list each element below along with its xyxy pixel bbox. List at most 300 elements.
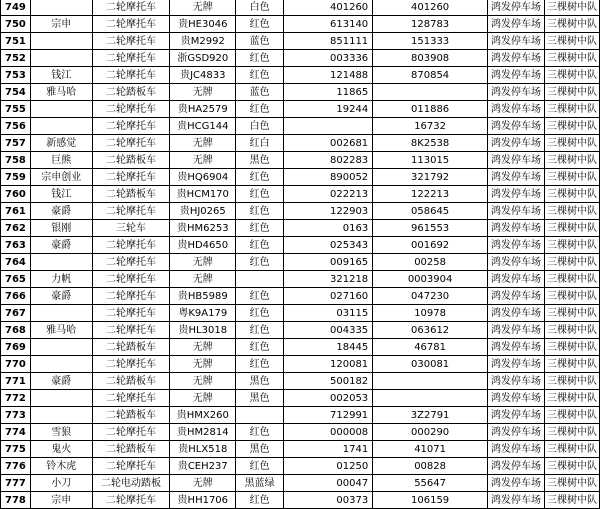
row-number-cell: 756 <box>1 118 31 135</box>
table-row <box>1 305 600 322</box>
frame-number-cell: 321792 <box>373 169 488 186</box>
parking-lot-cell: 鸿发停车场 <box>488 305 545 322</box>
color-cell: 红色 <box>236 458 284 475</box>
vehicle-type-cell: 二轮摩托车 <box>92 424 170 441</box>
plate-cell: 无牌 <box>170 339 236 356</box>
row-number-cell: 762 <box>1 220 31 237</box>
plate-cell: 贵HE3046 <box>170 16 236 33</box>
engine-number-cell: 802283 <box>283 152 372 169</box>
squad-cell: 三棵树中队 <box>544 16 599 33</box>
brand-cell: 豪爵 <box>30 237 92 254</box>
engine-number-cell: 03115 <box>283 305 372 322</box>
color-cell: 红色 <box>236 220 284 237</box>
table-body <box>1 0 600 509</box>
brand-cell <box>30 33 92 50</box>
color-cell: 黑蓝绿 <box>236 475 284 492</box>
row-number-cell: 750 <box>1 16 31 33</box>
table-row <box>1 33 600 50</box>
plate-cell: 无牌 <box>170 254 236 271</box>
squad-cell: 三棵树中队 <box>544 305 599 322</box>
brand-cell <box>30 254 92 271</box>
brand-cell <box>30 118 92 135</box>
parking-lot-cell: 鸿发停车场 <box>488 441 545 458</box>
table-row <box>1 407 600 424</box>
squad-cell: 三棵树中队 <box>544 441 599 458</box>
squad-cell: 三棵树中队 <box>544 407 599 424</box>
parking-lot-cell: 鸿发停车场 <box>488 458 545 475</box>
plate-cell: 贵CEH237 <box>170 458 236 475</box>
plate-cell: 贵M2992 <box>170 33 236 50</box>
parking-lot-cell: 鸿发停车场 <box>488 339 545 356</box>
color-cell: 白色 <box>236 0 284 16</box>
parking-lot-cell: 鸿发停车场 <box>488 475 545 492</box>
table-row <box>1 390 600 407</box>
color-cell <box>236 407 284 424</box>
table-row <box>1 169 600 186</box>
engine-number-cell: 025343 <box>283 237 372 254</box>
vehicle-type-cell: 二轮摩托车 <box>92 203 170 220</box>
vehicle-type-cell: 二轮摩托车 <box>92 322 170 339</box>
frame-number-cell: 10978 <box>373 305 488 322</box>
color-cell: 黑色 <box>236 390 284 407</box>
frame-number-cell <box>373 84 488 101</box>
parking-lot-cell: 鸿发停车场 <box>488 118 545 135</box>
brand-cell: 新感觉 <box>30 135 92 152</box>
brand-cell: 力帆 <box>30 271 92 288</box>
frame-number-cell: 870854 <box>373 67 488 84</box>
parking-lot-cell: 鸿发停车场 <box>488 152 545 169</box>
squad-cell: 三棵树中队 <box>544 322 599 339</box>
parking-lot-cell: 鸿发停车场 <box>488 16 545 33</box>
frame-number-cell: 00258 <box>373 254 488 271</box>
color-cell: 红色 <box>236 101 284 118</box>
engine-number-cell: 120081 <box>283 356 372 373</box>
row-number-cell: 751 <box>1 33 31 50</box>
color-cell: 黑色 <box>236 152 284 169</box>
brand-cell: 雅马哈 <box>30 84 92 101</box>
frame-number-cell <box>373 373 488 390</box>
brand-cell: 宗申 <box>30 492 92 509</box>
row-number-cell: 757 <box>1 135 31 152</box>
table-row <box>1 356 600 373</box>
vehicle-type-cell: 二轮摩托车 <box>92 50 170 67</box>
table-row <box>1 288 600 305</box>
plate-cell: 无牌 <box>170 373 236 390</box>
vehicle-type-cell: 二轮踏板车 <box>92 84 170 101</box>
vehicle-type-cell: 二轮电动踏板 <box>92 475 170 492</box>
squad-cell: 三棵树中队 <box>544 50 599 67</box>
engine-number-cell: 022213 <box>283 186 372 203</box>
squad-cell: 三棵树中队 <box>544 169 599 186</box>
parking-lot-cell: 鸿发停车场 <box>488 492 545 509</box>
plate-cell: 贵HMX260 <box>170 407 236 424</box>
engine-number-cell: 0163 <box>283 220 372 237</box>
color-cell: 黑色 <box>236 441 284 458</box>
brand-cell <box>30 0 92 16</box>
row-number-cell: 777 <box>1 475 31 492</box>
brand-cell: 雅马哈 <box>30 322 92 339</box>
color-cell: 红色 <box>236 67 284 84</box>
plate-cell: 贵JC4833 <box>170 67 236 84</box>
engine-number-cell: 18445 <box>283 339 372 356</box>
vehicle-type-cell: 二轮踏板车 <box>92 407 170 424</box>
table-row <box>1 84 600 101</box>
brand-cell: 银刚 <box>30 220 92 237</box>
engine-number-cell: 002053 <box>283 390 372 407</box>
table-row <box>1 441 600 458</box>
color-cell: 红色 <box>236 203 284 220</box>
plate-cell: 无牌 <box>170 271 236 288</box>
engine-number-cell: 1741 <box>283 441 372 458</box>
engine-number-cell: 851111 <box>283 33 372 50</box>
squad-cell: 三棵树中队 <box>544 101 599 118</box>
engine-number-cell: 121488 <box>283 67 372 84</box>
engine-number-cell: 19244 <box>283 101 372 118</box>
parking-lot-cell: 鸿发停车场 <box>488 424 545 441</box>
frame-number-cell: 113015 <box>373 152 488 169</box>
table-row <box>1 118 600 135</box>
brand-cell <box>30 50 92 67</box>
brand-cell <box>30 101 92 118</box>
parking-lot-cell: 鸿发停车场 <box>488 50 545 67</box>
vehicle-type-cell: 二轮踏板车 <box>92 186 170 203</box>
plate-cell: 贵HL3018 <box>170 322 236 339</box>
vehicle-type-cell: 二轮摩托车 <box>92 67 170 84</box>
squad-cell: 三棵树中队 <box>544 186 599 203</box>
engine-number-cell: 027160 <box>283 288 372 305</box>
squad-cell: 三棵树中队 <box>544 237 599 254</box>
plate-cell: 贵HB5989 <box>170 288 236 305</box>
parking-lot-cell: 鸿发停车场 <box>488 186 545 203</box>
color-cell: 黑色 <box>236 373 284 390</box>
table-row <box>1 203 600 220</box>
color-cell: 红色 <box>236 356 284 373</box>
parking-lot-cell: 鸿发停车场 <box>488 407 545 424</box>
frame-number-cell: 803908 <box>373 50 488 67</box>
engine-number-cell: 003336 <box>283 50 372 67</box>
squad-cell: 三棵树中队 <box>544 492 599 509</box>
engine-number-cell: 613140 <box>283 16 372 33</box>
vehicle-type-cell: 二轮摩托车 <box>92 0 170 16</box>
color-cell: 蓝色 <box>236 84 284 101</box>
engine-number-cell <box>283 118 372 135</box>
table-row <box>1 475 600 492</box>
table-row <box>1 220 600 237</box>
table-row <box>1 492 600 509</box>
row-number-cell: 773 <box>1 407 31 424</box>
squad-cell: 三棵树中队 <box>544 424 599 441</box>
row-number-cell: 765 <box>1 271 31 288</box>
row-number-cell: 755 <box>1 101 31 118</box>
color-cell <box>236 271 284 288</box>
brand-cell <box>30 305 92 322</box>
squad-cell: 三棵树中队 <box>544 220 599 237</box>
row-number-cell: 778 <box>1 492 31 509</box>
vehicle-type-cell: 二轮摩托车 <box>92 16 170 33</box>
row-number-cell: 759 <box>1 169 31 186</box>
brand-cell: 豪爵 <box>30 288 92 305</box>
squad-cell: 三棵树中队 <box>544 67 599 84</box>
frame-number-cell: 16732 <box>373 118 488 135</box>
color-cell: 红色 <box>236 237 284 254</box>
brand-cell: 钱江 <box>30 186 92 203</box>
frame-number-cell: 3Z2791 <box>373 407 488 424</box>
frame-number-cell: 058645 <box>373 203 488 220</box>
table-row <box>1 0 600 16</box>
table-row <box>1 135 600 152</box>
frame-number-cell: 961553 <box>373 220 488 237</box>
squad-cell: 三棵树中队 <box>544 118 599 135</box>
brand-cell <box>30 390 92 407</box>
plate-cell: 贵HM2814 <box>170 424 236 441</box>
vehicle-type-cell: 二轮摩托车 <box>92 458 170 475</box>
frame-number-cell: 001692 <box>373 237 488 254</box>
vehicle-type-cell: 二轮摩托车 <box>92 288 170 305</box>
color-cell: 红色 <box>236 424 284 441</box>
row-number-cell: 766 <box>1 288 31 305</box>
color-cell: 红色 <box>236 339 284 356</box>
vehicle-type-cell: 二轮摩托车 <box>92 118 170 135</box>
row-number-cell: 752 <box>1 50 31 67</box>
table-row <box>1 254 600 271</box>
plate-cell: 贵HJ0265 <box>170 203 236 220</box>
plate-cell: 无牌 <box>170 475 236 492</box>
brand-cell: 鬼火 <box>30 441 92 458</box>
frame-number-cell: 00828 <box>373 458 488 475</box>
frame-number-cell: 106159 <box>373 492 488 509</box>
squad-cell: 三棵树中队 <box>544 254 599 271</box>
squad-cell: 三棵树中队 <box>544 152 599 169</box>
frame-number-cell: 063612 <box>373 322 488 339</box>
plate-cell: 无牌 <box>170 0 236 16</box>
plate-cell: 浙GSD920 <box>170 50 236 67</box>
plate-cell: 贵HM6253 <box>170 220 236 237</box>
table-row <box>1 339 600 356</box>
parking-lot-cell: 鸿发停车场 <box>488 390 545 407</box>
parking-lot-cell: 鸿发停车场 <box>488 169 545 186</box>
color-cell: 红色 <box>236 254 284 271</box>
parking-lot-cell: 鸿发停车场 <box>488 322 545 339</box>
brand-cell <box>30 356 92 373</box>
brand-cell: 豪爵 <box>30 203 92 220</box>
color-cell: 红色 <box>236 492 284 509</box>
table-row <box>1 101 600 118</box>
table-row <box>1 152 600 169</box>
parking-lot-cell: 鸿发停车场 <box>488 288 545 305</box>
vehicle-type-cell: 二轮摩托车 <box>92 271 170 288</box>
parking-lot-cell: 鸿发停车场 <box>488 271 545 288</box>
squad-cell: 三棵树中队 <box>544 135 599 152</box>
engine-number-cell: 321218 <box>283 271 372 288</box>
parking-lot-cell: 鸿发停车场 <box>488 356 545 373</box>
color-cell: 红色 <box>236 186 284 203</box>
squad-cell: 三棵树中队 <box>544 271 599 288</box>
plate-cell: 粤K9A179 <box>170 305 236 322</box>
squad-cell: 三棵树中队 <box>544 458 599 475</box>
table-row <box>1 458 600 475</box>
engine-number-cell: 712991 <box>283 407 372 424</box>
vehicle-type-cell: 二轮踏板车 <box>92 441 170 458</box>
squad-cell: 三棵树中队 <box>544 0 599 16</box>
color-cell: 白色 <box>236 118 284 135</box>
squad-cell: 三棵树中队 <box>544 390 599 407</box>
plate-cell: 无牌 <box>170 152 236 169</box>
squad-cell: 三棵树中队 <box>544 373 599 390</box>
color-cell: 红色 <box>236 322 284 339</box>
vehicle-type-cell: 二轮踏板车 <box>92 152 170 169</box>
row-number-cell: 749 <box>1 0 31 16</box>
frame-number-cell: 122213 <box>373 186 488 203</box>
frame-number-cell <box>373 390 488 407</box>
row-number-cell: 774 <box>1 424 31 441</box>
table-row <box>1 424 600 441</box>
table-row <box>1 271 600 288</box>
parking-lot-cell: 鸿发停车场 <box>488 135 545 152</box>
squad-cell: 三棵树中队 <box>544 203 599 220</box>
vehicle-type-cell: 二轮摩托车 <box>92 135 170 152</box>
vehicle-type-cell: 二轮摩托车 <box>92 356 170 373</box>
parking-lot-cell: 鸿发停车场 <box>488 67 545 84</box>
parking-lot-cell: 鸿发停车场 <box>488 373 545 390</box>
brand-cell: 铃木虎 <box>30 458 92 475</box>
plate-cell: 贵HH1706 <box>170 492 236 509</box>
frame-number-cell: 0003904 <box>373 271 488 288</box>
row-number-cell: 772 <box>1 390 31 407</box>
row-number-cell: 767 <box>1 305 31 322</box>
brand-cell: 小刀 <box>30 475 92 492</box>
engine-number-cell: 000008 <box>283 424 372 441</box>
frame-number-cell: 047230 <box>373 288 488 305</box>
engine-number-cell: 01250 <box>283 458 372 475</box>
frame-number-cell: 55647 <box>373 475 488 492</box>
vehicle-type-cell: 二轮摩托车 <box>92 169 170 186</box>
vehicle-type-cell: 二轮摩托车 <box>92 254 170 271</box>
color-cell: 红色 <box>236 16 284 33</box>
row-number-cell: 760 <box>1 186 31 203</box>
parking-lot-cell: 鸿发停车场 <box>488 33 545 50</box>
row-number-cell: 753 <box>1 67 31 84</box>
vehicle-type-cell: 二轮踏板车 <box>92 339 170 356</box>
row-number-cell: 769 <box>1 339 31 356</box>
row-number-cell: 771 <box>1 373 31 390</box>
vehicle-type-cell: 二轮摩托车 <box>92 305 170 322</box>
engine-number-cell: 009165 <box>283 254 372 271</box>
frame-number-cell: 030081 <box>373 356 488 373</box>
table-row <box>1 67 600 84</box>
color-cell: 红色 <box>236 288 284 305</box>
table-row <box>1 322 600 339</box>
frame-number-cell: 000290 <box>373 424 488 441</box>
vehicle-type-cell: 二轮摩托车 <box>92 237 170 254</box>
engine-number-cell: 00047 <box>283 475 372 492</box>
table-row <box>1 50 600 67</box>
engine-number-cell: 401260 <box>283 0 372 16</box>
frame-number-cell: 011886 <box>373 101 488 118</box>
row-number-cell: 776 <box>1 458 31 475</box>
engine-number-cell: 890052 <box>283 169 372 186</box>
plate-cell: 无牌 <box>170 84 236 101</box>
engine-number-cell: 11865 <box>283 84 372 101</box>
plate-cell: 贵HQ6904 <box>170 169 236 186</box>
color-cell: 红色 <box>236 169 284 186</box>
plate-cell: 贵HD4650 <box>170 237 236 254</box>
table-row <box>1 373 600 390</box>
squad-cell: 三棵树中队 <box>544 356 599 373</box>
frame-number-cell: 128783 <box>373 16 488 33</box>
brand-cell <box>30 339 92 356</box>
brand-cell: 雪狼 <box>30 424 92 441</box>
parking-lot-cell: 鸿发停车场 <box>488 254 545 271</box>
frame-number-cell: 41071 <box>373 441 488 458</box>
vehicle-type-cell: 三轮车 <box>92 220 170 237</box>
vehicle-type-cell: 二轮摩托车 <box>92 390 170 407</box>
brand-cell <box>30 407 92 424</box>
vehicle-type-cell: 二轮踏板车 <box>92 373 170 390</box>
frame-number-cell: 401260 <box>373 0 488 16</box>
engine-number-cell: 00373 <box>283 492 372 509</box>
color-cell: 蓝色 <box>236 33 284 50</box>
plate-cell: 贵HCG144 <box>170 118 236 135</box>
engine-number-cell: 500182 <box>283 373 372 390</box>
squad-cell: 三棵树中队 <box>544 33 599 50</box>
color-cell: 红白 <box>236 135 284 152</box>
table-row <box>1 16 600 33</box>
row-number-cell: 763 <box>1 237 31 254</box>
vehicle-type-cell: 二轮摩托车 <box>92 33 170 50</box>
parking-lot-cell: 鸿发停车场 <box>488 237 545 254</box>
row-number-cell: 770 <box>1 356 31 373</box>
engine-number-cell: 004335 <box>283 322 372 339</box>
squad-cell: 三棵树中队 <box>544 288 599 305</box>
row-number-cell: 775 <box>1 441 31 458</box>
brand-cell: 巨熊 <box>30 152 92 169</box>
squad-cell: 三棵树中队 <box>544 475 599 492</box>
parking-lot-cell: 鸿发停车场 <box>488 84 545 101</box>
plate-cell: 无牌 <box>170 135 236 152</box>
parking-lot-cell: 鸿发停车场 <box>488 220 545 237</box>
brand-cell: 宗申创业 <box>30 169 92 186</box>
vehicle-type-cell: 二轮摩托车 <box>92 492 170 509</box>
row-number-cell: 764 <box>1 254 31 271</box>
parking-lot-cell: 鸿发停车场 <box>488 101 545 118</box>
frame-number-cell: 8K2538 <box>373 135 488 152</box>
plate-cell: 无牌 <box>170 356 236 373</box>
row-number-cell: 754 <box>1 84 31 101</box>
color-cell: 红色 <box>236 305 284 322</box>
row-number-cell: 761 <box>1 203 31 220</box>
squad-cell: 三棵树中队 <box>544 339 599 356</box>
table-row <box>1 186 600 203</box>
plate-cell: 贵HLX518 <box>170 441 236 458</box>
parking-lot-cell: 鸿发停车场 <box>488 0 545 16</box>
frame-number-cell: 46781 <box>373 339 488 356</box>
plate-cell: 贵HCM170 <box>170 186 236 203</box>
color-cell: 红色 <box>236 50 284 67</box>
table-row <box>1 237 600 254</box>
row-number-cell: 768 <box>1 322 31 339</box>
row-number-cell: 758 <box>1 152 31 169</box>
brand-cell: 钱江 <box>30 67 92 84</box>
plate-cell: 无牌 <box>170 390 236 407</box>
frame-number-cell: 151333 <box>373 33 488 50</box>
squad-cell: 三棵树中队 <box>544 84 599 101</box>
brand-cell: 豪爵 <box>30 373 92 390</box>
brand-cell: 宗申 <box>30 16 92 33</box>
engine-number-cell: 122903 <box>283 203 372 220</box>
plate-cell: 贵HA2579 <box>170 101 236 118</box>
parking-lot-cell: 鸿发停车场 <box>488 203 545 220</box>
engine-number-cell: 002681 <box>283 135 372 152</box>
